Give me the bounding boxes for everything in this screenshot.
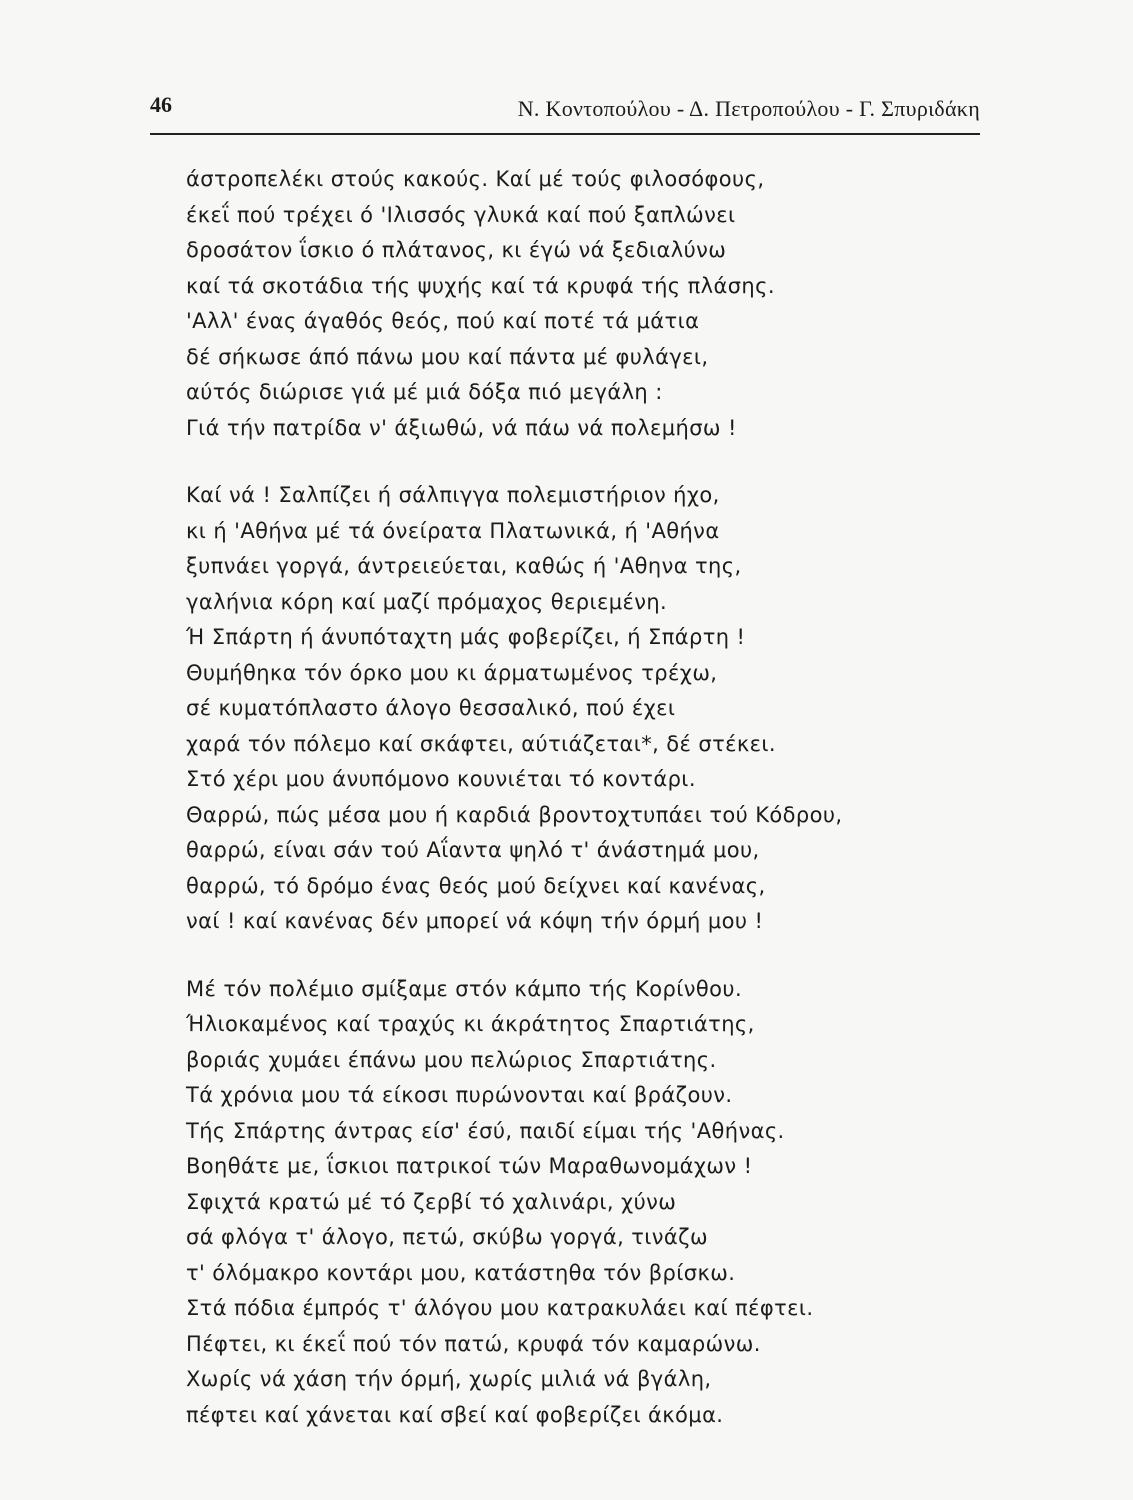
poem-line: Ή Σπάρτη ή άνυπόταχτη μάς φοβερίζει, ή Σπάρτη !: [186, 625, 746, 649]
poem-line: θαρρώ, είναι σάν τού Αΐαντα ψηλό τ' άνάστημά μου,: [186, 838, 760, 862]
poem-line: Στό χέρι μου άνυπόμονο κουνιέται τό κοντάρι.: [186, 767, 696, 791]
poem-line: Σφιχτά κρατώ μέ τό ζερβί τό χαλινάρι, χύνω: [186, 1189, 677, 1214]
poem-line: Ήλιοκαμένος καί τραχύς κι άκράτητος Σπαρτιάτης,: [186, 1012, 755, 1036]
poem-line: Βοηθάτε με, ΐσκιοι πατρικοί τών Μαραθωνομάχων !: [186, 1154, 753, 1178]
poem-line: άστροπελέκι στούς κακούς. Καί μέ τούς φιλοσόφους,: [186, 167, 765, 191]
poem-line: κι ή 'Αθήνα μέ τά όνείρατα Πλατωνικά, ή 'Αθήνα: [186, 518, 720, 543]
header-rule: [150, 133, 980, 135]
poem-line: Στά πόδια έμπρός τ' άλόγου μου κατρακυλάει καί πέφτει.: [186, 1296, 814, 1320]
poem-line: Καί νά ! Σαλπίζει ή σάλπιγγα πολεμιστήριον ήχο,: [186, 483, 720, 507]
poem-line: σά φλόγα τ' άλογο, πετώ, σκύβω γοργά, τινάζω: [186, 1225, 708, 1249]
poem-line: 'Αλλ' ένας άγαθός θεός, πού καί ποτέ τά μάτια: [186, 309, 700, 333]
poem-line: καί τά σκοτάδια τής ψυχής καί τά κρυφά τής πλάσης.: [186, 273, 775, 298]
poem-line: Πέφτει, κι έκεΐ πού τόν πατώ, κρυφά τόν καμαρώνω.: [186, 1331, 761, 1356]
poem-line: δροσάτον ΐσκιο ό πλάτανος, κι έγώ νά ξεδιαλύνω: [186, 238, 727, 262]
poem-line: ναί ! καί κανένας δέν μπορεί νά κόψη τήν όρμή μου !: [186, 909, 764, 933]
poem-line: Θαρρώ, πώς μέσα μου ή καρδιά βροντοχτυπάει τού Κόδρου,: [186, 802, 843, 827]
poem-line: Γιά τήν πατρίδα ν' άξιωθώ, νά πάω νά πολεμήσω !: [186, 415, 737, 440]
poem-line: τ' όλόμακρο κοντάρι μου, κατάστηθα τόν βρίσκω.: [186, 1260, 736, 1285]
poem-line: θαρρώ, τό δρόμο ένας θεός μού δείχνει καί κανένας,: [186, 873, 766, 898]
poem-line: Τά χρόνια μου τά είκοσι πυρώνονται καί βράζουν.: [186, 1083, 733, 1107]
page-header: [150, 92, 980, 132]
poem-body: [186, 162, 1086, 1465]
poem-line: Χωρίς νά χάση τήν όρμή, χωρίς μιλιά νά βγάλη,: [186, 1367, 712, 1391]
page-number: 46: [150, 92, 172, 117]
stanza-1: [186, 162, 1086, 446]
poem-line: δέ σήκωσε άπό πάνω μου καί πάντα μέ φυλάγει,: [186, 344, 709, 369]
running-head-authors: Ν. Κοντοπούλου - Δ. Πετροπούλου - Γ. Σπυριδάκη: [517, 96, 980, 121]
poem-line: αύτός διώρισε γιά μέ μιά δόξα πιό μεγάλη :: [186, 380, 663, 404]
stanza-2: [186, 478, 1086, 940]
poem-line: Μέ τόν πολέμιο σμίξαμε στόν κάμπο τής Κορίνθου.: [186, 976, 743, 1001]
poem-line: ξυπνάει γοργά, άντρειεύεται, καθώς ή 'Αθηνα της,: [186, 554, 742, 578]
poem-line: χαρά τόν πόλεμο καί σκάφτει, αύτιάζεται*, δέ στέκει.: [186, 731, 776, 756]
poem-line: έκεΐ πού τρέχει ό 'Ιλισσός γλυκά καί πού ξαπλώνει: [186, 202, 736, 227]
poem-line: βοριάς χυμάει έπάνω μου πελώριος Σπαρτιάτης.: [186, 1047, 717, 1072]
poem-line: Θυμήθηκα τόν όρκο μου κι άρματωμένος τρέχω,: [186, 660, 718, 685]
poem-line: γαλήνια κόρη καί μαζί πρόμαχος θεριεμένη.: [186, 589, 668, 614]
stanza-3: [186, 972, 1086, 1434]
poem-line: Τής Σπάρτης άντρας είσ' έσύ, παιδί είμαι τής 'Αθήνας.: [186, 1118, 785, 1143]
poem-line: πέφτει καί χάνεται καί σβεί καί φοβερίζει άκόμα.: [186, 1402, 724, 1427]
poem-line: σέ κυματόπλαστο άλογο θεσσαλικό, πού έχει: [186, 696, 676, 720]
